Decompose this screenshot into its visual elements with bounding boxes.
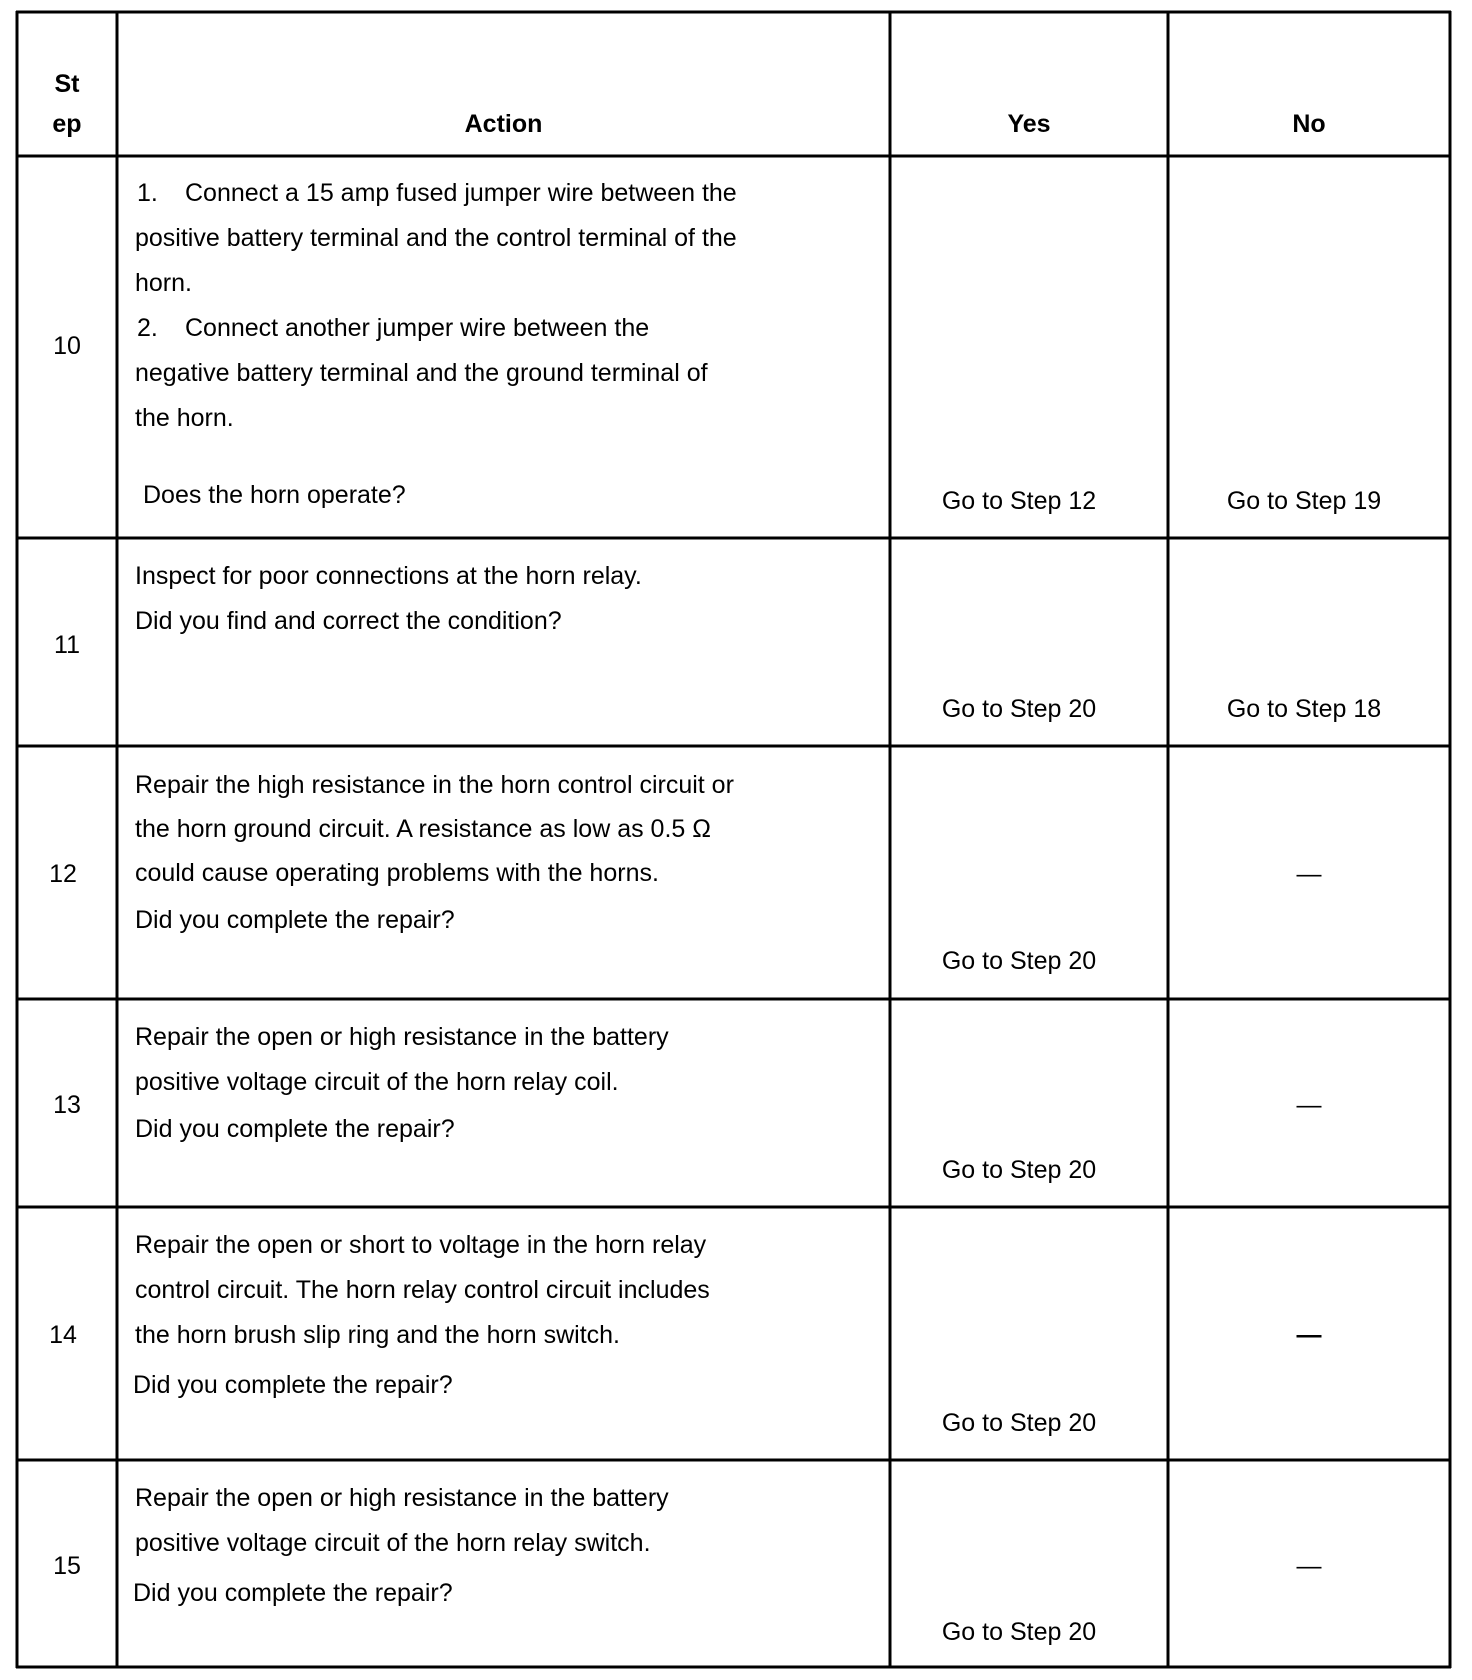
header-step-line1: St <box>54 70 80 98</box>
action-cell <box>135 171 737 441</box>
action-line: control circuit. The horn relay control circuit includes <box>135 1276 710 1304</box>
action-line: positive battery terminal and the control terminal of the <box>135 224 737 252</box>
action-line: Did you complete the repair? <box>133 1371 453 1399</box>
yes-cell: Go to Step 20 <box>941 947 1097 975</box>
action-cell <box>135 763 734 943</box>
action-line: Repair the open or high resistance in the battery <box>135 1484 669 1512</box>
no-cell: — <box>1296 860 1322 888</box>
header-action: Action <box>464 110 543 138</box>
action-line: 1. Connect a 15 amp fused jumper wire between the <box>135 171 737 216</box>
action-line: 2. Connect another jumper wire between the <box>135 306 737 351</box>
step-number: 15 <box>53 1552 81 1580</box>
list-number: 2. <box>137 314 158 342</box>
header-step-line2: ep <box>52 110 82 138</box>
action-line: the horn ground circuit. A resistance as low as 0.5 Ω <box>135 815 711 843</box>
yes-cell: Go to Step 20 <box>941 1156 1097 1184</box>
no-cell: Go to Step 18 <box>1226 695 1382 723</box>
step-number: 11 <box>54 631 80 659</box>
header-step <box>17 64 117 144</box>
action-cell <box>135 554 642 644</box>
action-line: the horn. <box>135 404 234 432</box>
action-line: Did you complete the repair? <box>135 1115 455 1143</box>
step-number: 13 <box>53 1091 81 1119</box>
step-number: 12 <box>49 860 77 888</box>
action-line: positive voltage circuit of the horn relay coil. <box>135 1068 619 1096</box>
action-line: could cause operating problems with the horns. <box>135 859 659 887</box>
action-line: Did you complete the repair? <box>133 1579 453 1607</box>
no-cell: Go to Step 19 <box>1226 487 1382 515</box>
action-line: Repair the open or short to voltage in the horn relay <box>135 1231 707 1259</box>
action-cell <box>135 1015 669 1152</box>
header-yes: Yes <box>1007 110 1051 138</box>
no-cell: — <box>1296 1552 1322 1580</box>
no-cell: — <box>1296 1091 1322 1119</box>
step-number: 10 <box>53 332 81 360</box>
action-line: horn. <box>135 269 192 297</box>
action-line: Did you complete the repair? <box>135 906 455 934</box>
list-number: 1. <box>137 179 158 207</box>
action-line: Repair the high resistance in the horn control circuit or <box>135 771 734 799</box>
yes-cell: Go to Step 20 <box>941 1409 1097 1437</box>
yes-cell: Go to Step 20 <box>941 1618 1097 1646</box>
yes-cell: Go to Step 12 <box>941 487 1097 515</box>
action-line: Inspect for poor connections at the horn relay. <box>135 562 642 590</box>
header-no: No <box>1292 110 1326 138</box>
yes-cell: Go to Step 20 <box>941 695 1097 723</box>
action-line: positive voltage circuit of the horn relay switch. <box>135 1529 651 1557</box>
action-line: Repair the open or high resistance in the battery <box>135 1023 669 1051</box>
action-line: negative battery terminal and the ground terminal of <box>135 359 708 387</box>
action-line: the horn brush slip ring and the horn switch. <box>135 1321 620 1349</box>
action-cell <box>135 1223 710 1408</box>
action-question: Does the horn operate? <box>143 481 406 509</box>
action-line: Did you find and correct the condition? <box>135 607 562 635</box>
step-number: 14 <box>49 1321 77 1349</box>
no-cell: — <box>1296 1321 1322 1349</box>
action-cell <box>135 1476 669 1616</box>
